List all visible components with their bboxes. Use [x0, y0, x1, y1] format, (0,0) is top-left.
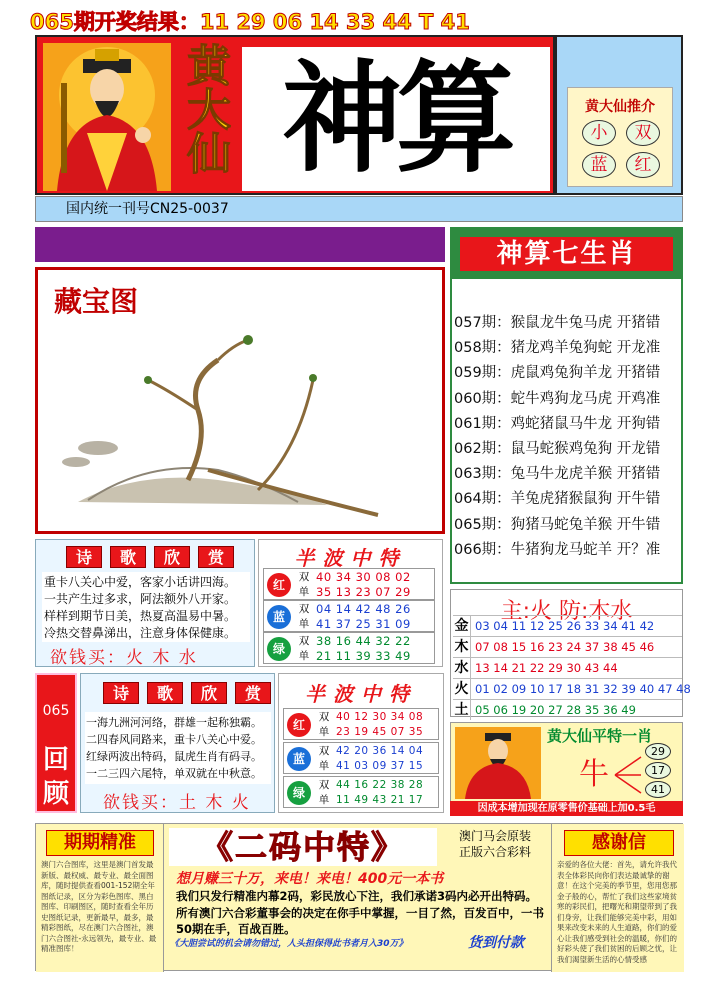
wave-color-badge: 红	[267, 573, 291, 597]
review-issue-number: 065	[42, 703, 70, 719]
wave-label: 双	[298, 635, 310, 647]
wave-row	[283, 708, 439, 740]
review-sidebar	[35, 673, 77, 813]
ping-te-panel	[450, 722, 683, 802]
bottom-ad-panel	[35, 823, 683, 971]
title-char: 大	[187, 85, 231, 136]
title-char: 仙	[187, 129, 231, 180]
macau-line: 正版六合彩料	[458, 845, 531, 859]
list-item: 060期：蛇牛鸡狗龙马虎 开鸡准	[454, 390, 661, 407]
poem-title	[66, 546, 234, 568]
main-title: 神算	[242, 47, 550, 191]
wave-label: 单	[298, 650, 310, 662]
wave-numbers: 40 12 30 34 08	[336, 711, 424, 723]
wave-numbers: 41 03 09 37 15	[336, 760, 424, 772]
wave-label: 单	[318, 726, 330, 738]
jingzhun-title: 期期精准	[46, 830, 154, 856]
review-char: 顾	[42, 779, 69, 809]
masthead	[35, 35, 555, 195]
wave-label: 双	[318, 711, 330, 723]
element-numbers: 01 02 09 10 17 18 31 32 39 40 47 48	[475, 682, 691, 696]
poem-title-char: 诗	[103, 682, 139, 704]
poem-body	[42, 572, 250, 642]
wave-numbers: 11 49 43 21 17	[336, 794, 424, 806]
wave-color-badge: 蓝	[267, 605, 291, 629]
poem-title-char: 赏	[235, 682, 271, 704]
deity-thumbnail	[455, 727, 541, 799]
list-item: 063期：兔马牛龙虎羊猴 开猪错	[454, 466, 661, 483]
wave-label: 单	[318, 794, 330, 806]
serial-number: 国内统一刊号CN25-0037	[35, 196, 683, 222]
recommend-ball: 红	[626, 152, 660, 178]
wave-numbers: 04 14 42 48 26	[316, 602, 411, 616]
recommend-ball: 双	[626, 120, 660, 146]
review-label	[37, 743, 75, 811]
wave-row	[263, 568, 435, 600]
draw-result: 065期开奖结果：11 29 06 14 33 44 T 41	[30, 10, 470, 34]
treasure-map-panel	[35, 267, 445, 534]
element-numbers: 13 14 21 22 29 30 43 44	[475, 661, 618, 675]
slogan: 想月赚三十万，来电！来电！400元一本书	[176, 871, 444, 887]
element-name: 木	[453, 637, 471, 657]
element-name: 火	[453, 679, 471, 699]
element-name: 土	[453, 700, 471, 720]
wave-label: 双	[298, 571, 310, 583]
thanks-letter-title: 感谢信	[564, 830, 674, 856]
wave-color-badge: 蓝	[287, 747, 311, 771]
wave-numbers: 21 11 39 33 49	[316, 649, 411, 663]
deity-illustration	[43, 43, 171, 191]
wave-label: 双	[318, 779, 330, 791]
list-item: 062期：鼠马蛇猴鸡兔狗 开龙错	[454, 441, 661, 458]
poem-panel-review	[80, 673, 275, 813]
macau-label	[441, 828, 549, 860]
poem-title-char: 赏	[198, 546, 234, 568]
recommend-title: 黄大仙推介	[585, 99, 655, 115]
arrow-lines-icon	[613, 751, 643, 799]
element-numbers: 05 06 19 20 27 28 35 36 49	[475, 703, 636, 717]
tagline: 《大胆尝试的机会请勿错过，人头担保得此书者月入30万》	[170, 939, 408, 949]
list-item: 061期：鸡蛇猪鼠马牛龙 开狗错	[454, 415, 661, 432]
half-wave-title: 半波中特	[305, 682, 417, 706]
wave-color-badge: 红	[287, 713, 311, 737]
poem-panel	[35, 539, 255, 667]
treasure-map-title: 藏宝图	[54, 285, 139, 318]
list-item: 058期：猪龙鸡羊兔狗蛇 开龙准	[454, 340, 661, 357]
jingzhun-text: 澳门六合图库，这里是澳门首发最新版、最权威、最专业、最全面图库，随时提供查看001-152期全年图纸记录，区分为彩色图库、黑白图库、印刷图区，随时查看全年历史图纸记录，更新最早，最多，最精彩图纸，尽在澳门六合图社，澳门六合图社-永远领先，最专业、最精准图库！	[41, 860, 157, 953]
poem-line: 红绿两波出特码，鼠虎生肖有码寻。	[86, 750, 262, 763]
element-row	[453, 678, 691, 699]
ping-te-animal: 牛	[579, 757, 609, 792]
wave-label: 单	[298, 586, 310, 598]
recommend-panel	[555, 35, 683, 195]
seven-zodiac-title: 神算七生肖	[460, 237, 673, 271]
poem-title-char: 歌	[110, 546, 146, 568]
recommend-ball: 小	[582, 120, 616, 146]
thanks-letter-column	[551, 824, 684, 972]
wave-numbers: 41 37 25 31 09	[316, 617, 411, 631]
poem-line: 二四春风同路来，重卡八关心中爱。	[86, 733, 262, 746]
cost-notice: 因成本增加现在原零售价基础上加0.5毛	[450, 801, 683, 816]
seven-zodiac-panel	[450, 227, 683, 584]
treasure-map-illustration	[48, 320, 432, 525]
poem-title	[103, 682, 271, 704]
element-name: 金	[453, 616, 471, 636]
wave-numbers: 23 19 45 07 35	[336, 726, 424, 738]
wave-color-badge: 绿	[287, 781, 311, 805]
ping-te-number: 41	[645, 781, 671, 798]
macau-line: 澳门马会原装	[458, 829, 531, 843]
poem-line: 一共产生过多求，阿法额外八开家。	[44, 592, 237, 606]
poem-title-char: 诗	[66, 546, 102, 568]
poem-line: 冷热交替鼻涕出，注意身体保健康。	[44, 626, 237, 640]
wave-numbers: 38 16 44 32 22	[316, 634, 411, 648]
list-item: 065期：狗猪马蛇兔羊猴 开牛错	[454, 516, 661, 533]
review-char: 回	[42, 745, 69, 775]
wave-numbers: 40 34 30 08 02	[316, 570, 411, 584]
seven-zodiac-list	[454, 311, 682, 563]
jingzhun-column	[36, 824, 164, 972]
ping-te-number: 29	[645, 743, 671, 760]
list-item: 057期：猴鼠龙牛兔马虎 开猪错	[454, 315, 661, 331]
huang-da-xian-title	[179, 41, 239, 180]
five-elements-panel	[450, 589, 691, 718]
poem-line: 一海九洲河河络，群雄一起称独霸。	[86, 716, 262, 729]
element-numbers: 07 08 15 16 23 24 37 38 45 46	[475, 640, 655, 654]
wave-numbers: 44 16 22 38 28	[336, 779, 424, 791]
poem-title-char: 歌	[147, 682, 183, 704]
wave-color-badge: 绿	[267, 637, 291, 661]
ping-te-title: 黄大仙平特一肖	[547, 727, 653, 745]
seven-zodiac-header	[452, 229, 681, 279]
wave-label: 单	[318, 760, 330, 772]
five-elements-title: 主:火 防:木水	[500, 599, 633, 624]
list-item: 066期：牛猪狗龙马蛇羊 开？准	[454, 541, 661, 558]
cash-on-delivery: 货到付款	[468, 935, 524, 951]
wave-numbers: 42 20 36 14 04	[336, 745, 424, 757]
half-wave-panel	[258, 539, 443, 667]
wave-label: 单	[298, 618, 310, 630]
wave-row	[283, 776, 439, 808]
poem-title-char: 欣	[191, 682, 227, 704]
poem-line: 重卡八关心中爱，客家小话讲四海。	[44, 575, 237, 589]
thanks-letter-text: 亲爱的各位大佬：首先，请允许我代表全体彩民向你们表达最诚挚的谢意！在这个完美的季节里，您用您那金子般的心，帮忙了我们这些家境贫寒的彩民们，把曙光和期望带到了我们身旁，让我们能够完美中彩，用如果来改变未来的人生道路，你们的爱心让我们感受到社会的温暖，你们的好彩头使了我们贫困的后顾之忧，让我们渴望新生活的心情受感	[557, 860, 677, 964]
element-row	[453, 657, 682, 678]
element-row	[453, 615, 682, 636]
element-row	[453, 636, 682, 657]
recommend-ball: 蓝	[582, 152, 616, 178]
poem-title-char: 欣	[154, 546, 190, 568]
poem-body	[85, 712, 271, 784]
wave-row	[263, 600, 435, 632]
buy-hint: 欲钱买：火 木 水	[50, 648, 198, 668]
title-char: 黄	[187, 41, 231, 92]
half-wave-title: 半波中特	[294, 546, 407, 570]
poem-line: 样样到期节日美，热夏高温易中暑。	[44, 609, 237, 623]
ping-te-number: 17	[645, 762, 671, 779]
list-item: 059期：虎鼠鸡兔狗羊龙 开猪错	[454, 365, 661, 382]
wave-row	[283, 742, 439, 774]
wave-label: 双	[318, 745, 330, 757]
purple-banner	[35, 227, 445, 262]
half-wave-panel-review	[278, 673, 444, 813]
er-ma-zhong-te-title: 《二码中特》	[169, 828, 437, 866]
element-name: 水	[453, 658, 471, 678]
promise-text: 我们只发行精准内幕2码，彩民放心下注，我们承诺3码内必开出特码。所有澳门六合彩董事会的决定在你手中掌握，一目了然，百发百中，一书50期在手，百战百胜。	[176, 889, 544, 936]
element-row	[453, 699, 682, 717]
poem-line: 一二三四六尾特，单双就在中秋意。	[86, 767, 262, 780]
recommend-box	[567, 87, 673, 187]
wave-row	[263, 632, 435, 664]
element-numbers: 03 04 11 12 25 26 33 34 41 42	[475, 619, 655, 633]
buy-hint: 欲钱买：土 木 火	[103, 793, 251, 813]
list-item: 064期：羊兔虎猪猴鼠狗 开牛错	[454, 491, 661, 508]
wave-numbers: 35 13 23 07 29	[316, 585, 411, 599]
wave-label: 双	[298, 603, 310, 615]
